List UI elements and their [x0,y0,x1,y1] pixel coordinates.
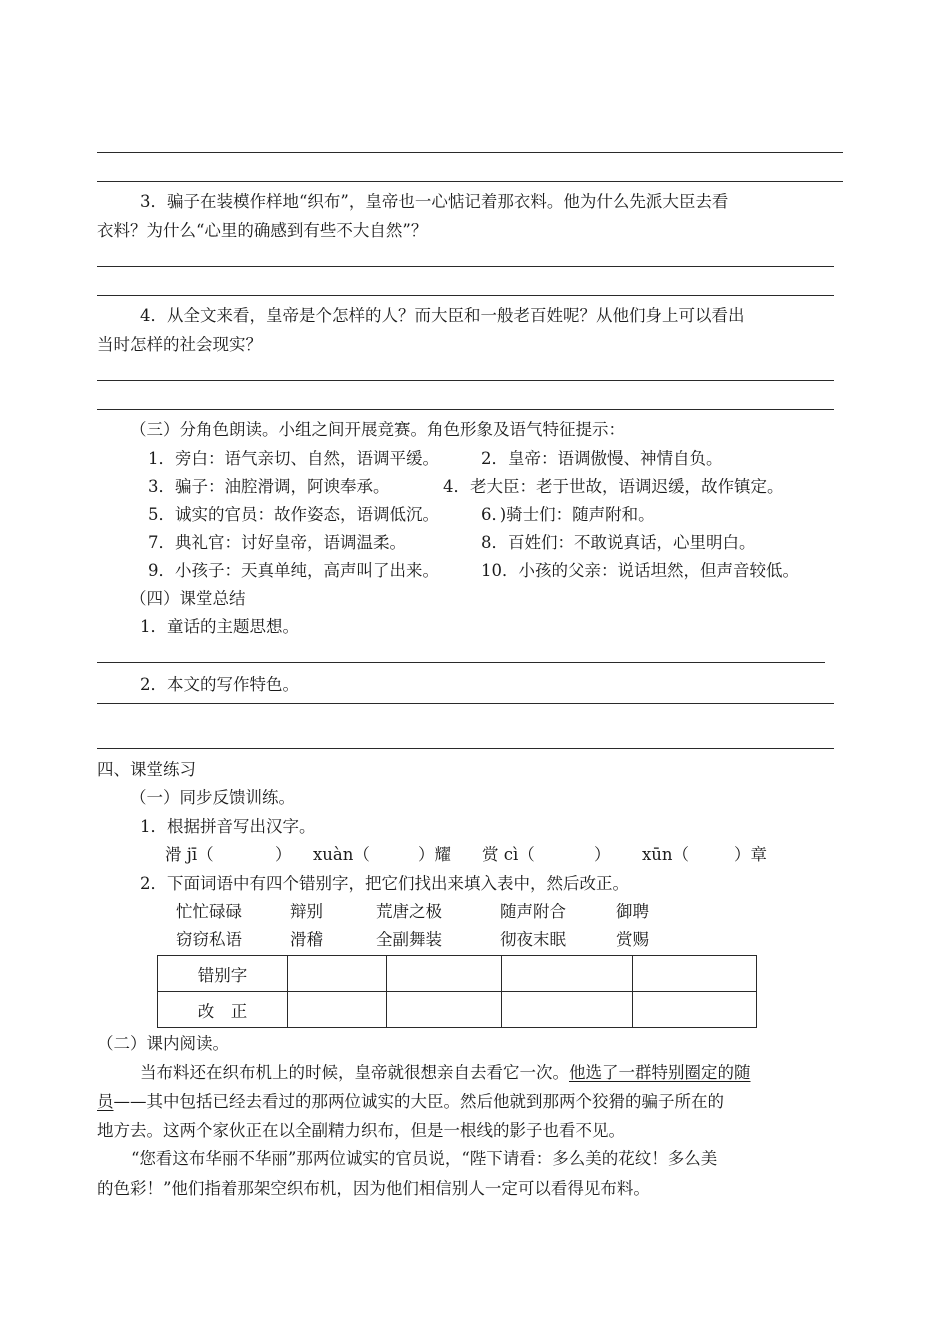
question-3-line-2: 衣料？为什么“心里的确感到有些不大自然”？ [97,221,428,240]
reading-paragraph-1-line-3: 地方去。这两个家伙正在以全副精力织布，但是一根线的影子也看不见。 [97,1121,625,1140]
reading-paragraph-1-line-1 [140,1062,751,1084]
word-item: 滑稽 [290,930,323,949]
pinyin-item: xuàn（ [313,845,370,864]
answer-line [97,409,834,410]
reading-paragraph-2-line-1: “您看这布华丽不华丽”那两位诚实的官员说，“陛下请看：多么美的花纹！多么美 [131,1149,718,1168]
answer-line [97,748,834,749]
role-line: 5．诚实的官员：故作姿态，语调低沉。 [148,505,439,524]
reading-underlined-text: 他选了一群特别圈定的随 [569,1063,751,1082]
question-4-line-1: 4．从全文来看，皇帝是个怎样的人？而大臣和一般老百姓呢？从他们身上可以看出 [140,306,745,325]
summary-heading: （四）课堂总结 [130,589,246,608]
word-item: 御聘 [616,902,649,921]
table-cell[interactable] [633,992,757,1028]
pinyin-task: 1．根据拼音写出汉字。 [140,817,316,836]
practice-heading: 四、课堂练习 [97,760,196,779]
question-3-line-1: 3．骗子在装模作样地“织布”，皇帝也一心惦记着那衣料。他为什么先派大臣去看 [140,192,729,211]
answer-line [97,181,843,182]
roles-heading: （三）分角色朗读。小组之间开展竞赛。角色形象及语气特征提示： [130,420,625,439]
role-line: 2．皇帝：语调傲慢、神情自负。 [481,449,723,468]
word-item: 随声附合 [500,902,566,921]
word-item: 忙忙碌碌 [176,902,242,921]
role-line: 9．小孩子：天真单纯，高声叫了出来。 [148,561,439,580]
reading-text: 当布料还在织布机上的时候，皇帝就很想亲自去看它一次。 [140,1063,569,1082]
pinyin-item: ）章 [734,845,767,864]
role-line: 10．小孩的父亲：说话坦然，但声音较低。 [481,561,799,580]
reading-paragraph-2-line-2: 的色彩！”他们指着那架空织布机，因为他们相信别人一定可以看得见布料。 [97,1179,650,1198]
table-row-label: 改 正 [158,992,288,1028]
word-item: 荒唐之极 [376,902,442,921]
word-item: 辩别 [290,902,323,921]
role-line: 1．旁白：语气亲切、自然，语调平缓。 [148,449,439,468]
word-item: 彻夜末眠 [500,930,566,949]
pinyin-item: xūn（ [642,845,690,864]
table-cell[interactable] [633,956,757,992]
pinyin-item: 滑 jī（ [165,845,214,864]
table-cell[interactable] [288,956,387,992]
pinyin-item: ）耀 [418,845,451,864]
question-4-line-2: 当时怎样的社会现实？ [97,335,262,354]
table-row [158,992,757,1028]
answer-line [97,662,825,663]
role-line: 6．)骑士们：随声附和。 [481,505,655,524]
correction-table [157,955,757,1028]
typo-task: 2．下面词语中有四个错别字，把它们找出来填入表中，然后改正。 [140,874,629,893]
table-cell[interactable] [387,956,502,992]
reading-paragraph-1-line-2 [97,1091,724,1113]
table-row-label: 错别字 [158,956,288,992]
answer-line [97,380,834,381]
table-row [158,956,757,992]
reading-underlined-text: 员 [97,1092,114,1111]
table-cell[interactable] [502,956,633,992]
role-line: 8．百姓们：不敢说真话，心里明白。 [481,533,756,552]
pinyin-close: ） [275,845,292,864]
pinyin-item: 赏 cì（ [482,845,535,864]
role-line: 4．老大臣：老于世故，语调迟缓，故作镇定。 [443,477,784,496]
table-cell[interactable] [387,992,502,1028]
answer-line [97,152,843,153]
answer-line [97,295,834,296]
role-line: 3．骗子：油腔滑调，阿谀奉承。 [148,477,390,496]
reading-heading: （二）课内阅读。 [97,1034,229,1053]
table-cell[interactable] [502,992,633,1028]
answer-line [97,266,834,267]
table-cell[interactable] [288,992,387,1028]
word-item: 全副舞装 [376,930,442,949]
answer-line [97,703,834,704]
word-item: 窃窃私语 [176,930,242,949]
role-line: 7．典礼官：讨好皇帝，语调温柔。 [148,533,406,552]
pinyin-item: ） [594,845,611,864]
reading-text: ——其中包括已经去看过的那两位诚实的大臣。然后他就到那两个狡猾的骗子所在的 [113,1092,724,1111]
practice-sub-heading: （一）同步反馈训练。 [130,788,295,807]
word-item: 赏赐 [616,930,649,949]
summary-item-1: 1．童话的主题思想。 [140,617,299,636]
summary-item-2: 2．本文的写作特色。 [140,675,299,694]
